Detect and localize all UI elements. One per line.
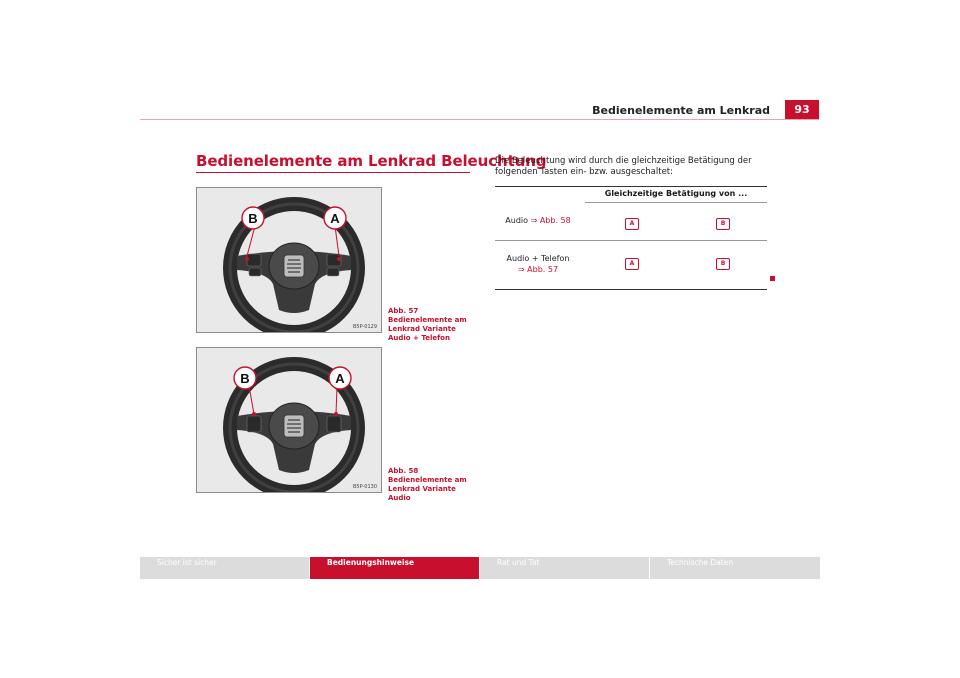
key-combination-table	[495, 186, 767, 290]
row2-figure-ref[interactable]: ⇒ Abb. 57	[517, 265, 559, 274]
header-rule	[140, 119, 819, 120]
row1-key-a-icon: A	[625, 218, 639, 230]
figure1-caption-text: Bedienelemente am Lenkrad Variante Audio + Telefon	[388, 316, 467, 342]
figure2-marker-a: A	[335, 371, 345, 386]
row1-figure-ref[interactable]: ⇒ Abb. 58	[530, 216, 571, 225]
figure2-caption-label: Abb. 58	[388, 467, 419, 475]
page-number-badge: 93	[785, 100, 819, 119]
steering-wheel-illustration	[197, 348, 382, 493]
intro-paragraph: Die Beleuchtung wird durch die gleichzeitige Betätigung der folgenden Tasten ein- bzw. ausgeschaltet:	[495, 156, 752, 177]
figure2-caption-text: Bedienelemente am Lenkrad Variante Audio	[388, 476, 467, 502]
row2-key-a-icon: A	[625, 258, 639, 270]
figure1-marker-a: A	[330, 211, 340, 226]
heading-rule	[196, 172, 470, 173]
table-row-label-audio-telefon	[495, 253, 581, 275]
table-row-divider	[495, 240, 767, 241]
figure2-code: B5P-0130	[352, 484, 377, 490]
figure-steering-wheel-audio	[196, 347, 382, 493]
running-header-title: Bedienelemente am Lenkrad	[592, 104, 770, 117]
figure-steering-wheel-audio-telefon	[196, 187, 382, 333]
footer-tab-technische-daten[interactable]: Technische Daten	[650, 557, 820, 579]
row2-key-b-icon: B	[716, 258, 730, 270]
figure1-caption	[388, 307, 474, 343]
figure2-caption	[388, 467, 474, 503]
figure1-code: B5P-0129	[352, 324, 377, 330]
figure1-caption-label: Abb. 57	[388, 307, 419, 315]
footer-tab-sicher-ist-sicher[interactable]: Sicher ist sicher	[140, 557, 309, 579]
figure2-marker-b: B	[240, 371, 250, 386]
steering-wheel-illustration	[197, 188, 382, 333]
table-header-rule	[585, 202, 767, 203]
footer-tab-rat-und-tat[interactable]: Rat und Tat	[480, 557, 649, 579]
table-row-label-audio	[495, 215, 581, 226]
section-heading: Bedienelemente am Lenkrad Beleuchtung	[196, 152, 547, 170]
table-header: Gleichzeitige Betätigung von ...	[604, 189, 748, 198]
row1-label: Audio	[505, 216, 529, 225]
row1-key-b-icon: B	[716, 218, 730, 230]
figure1-marker-b: B	[248, 211, 258, 226]
footer-tab-bedienungshinweise[interactable]: Bedienungshinweise	[310, 557, 479, 579]
row2-label: Audio + Telefon	[506, 254, 570, 263]
section-end-marker	[770, 276, 775, 281]
